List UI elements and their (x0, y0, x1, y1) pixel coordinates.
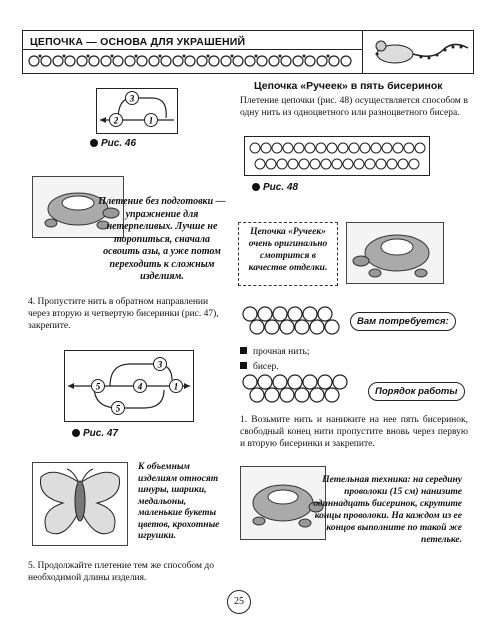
beaded-turtle-photo-2 (346, 222, 444, 284)
figure-48-caption: Рис. 48 (252, 182, 298, 193)
figure-46-caption: Рис. 46 (90, 138, 136, 149)
fig47-label-1: 1 (173, 381, 179, 392)
note-patience: Плетение без подготовки — упражнение для нетерпеливых. Лучше не торопиться, сначала освоить азы, а уже потом переходить к сложным изделиям. (98, 196, 226, 282)
beaded-butterfly-illustration (32, 462, 128, 546)
bullet-dot-icon (90, 139, 98, 147)
page-number-badge (227, 590, 251, 614)
order-label: Порядок работы (368, 382, 465, 401)
intro-paragraph: Плетение цепочки (рис. 48) осуществляется способом в одну нить из одноцветного или разноцветного бисера. (240, 96, 468, 118)
fig46-label-1: 1 (148, 115, 154, 126)
note-technique: Петельная техника: на середину проволоки (15 см) нанизите одиннадцать бисеринок, скрутите концы проволоки. На каждом из ее концов выполните по такой же петельке. (313, 475, 462, 545)
figure-47-bead-path (64, 350, 194, 422)
step-4-paragraph: 4. Пропустите нить в обратном направлении через вторую и четвертую бисеринки (рис. 47), закрепите. (28, 297, 219, 331)
need-item-thread: прочная нить; (240, 346, 340, 358)
fig47-label-5b: 5 (115, 403, 121, 414)
fig46-label-3: 3 (129, 93, 135, 104)
step-1-paragraph: 1. Возьмите нить и нанижите на нее пять бисеринок, свободный конец нити пропустите вновь через первую и вторую бисеринки и закрепите. (240, 415, 468, 449)
section-title-brook-chain: Цепочка «Ручеек» в пять бисеринок (254, 80, 443, 92)
fig47-label-5a: 5 (95, 381, 101, 392)
figure-48-chain (244, 136, 430, 176)
square-bullet-icon (240, 362, 247, 369)
figure-46-bead-path (96, 88, 178, 134)
need-list (240, 346, 340, 373)
need-label: Вам потребуется: (350, 312, 456, 331)
note-volume: К объемным изделиям относят шнуры, шарики, медальоны, маленькие букеты цветов, крохотные игрушки. (138, 462, 220, 541)
fig46-label-2: 2 (113, 115, 119, 126)
bullet-dot-icon (72, 429, 80, 437)
header-divider (22, 49, 362, 50)
figure-48-bead-pattern (245, 137, 429, 175)
note-brook: Цепочка «Ручеек» очень оригинально смотрится в качестве отделки. (248, 227, 328, 273)
header-bead-chain (26, 52, 362, 70)
square-bullet-icon (240, 347, 247, 354)
figure-47-caption: Рис. 47 (72, 428, 118, 439)
bead-strip-illustration-1 (240, 304, 344, 336)
page-header-title: ЦЕПОЧКА — ОСНОВА ДЛЯ УКРАШЕНИЙ (30, 36, 246, 48)
fig47-label-3: 3 (157, 359, 163, 370)
bead-strip-illustration-2 (240, 372, 352, 404)
page-number: 25 (234, 596, 244, 607)
bullet-dot-icon (252, 183, 260, 191)
step-5-paragraph: 5. Продолжайте плетение тем же способом до необходимой длины изделия. (28, 561, 214, 583)
header-mouse-illustration (362, 30, 474, 74)
need-item-beads: бисер. (240, 361, 340, 373)
fig47-label-4: 4 (137, 381, 143, 392)
